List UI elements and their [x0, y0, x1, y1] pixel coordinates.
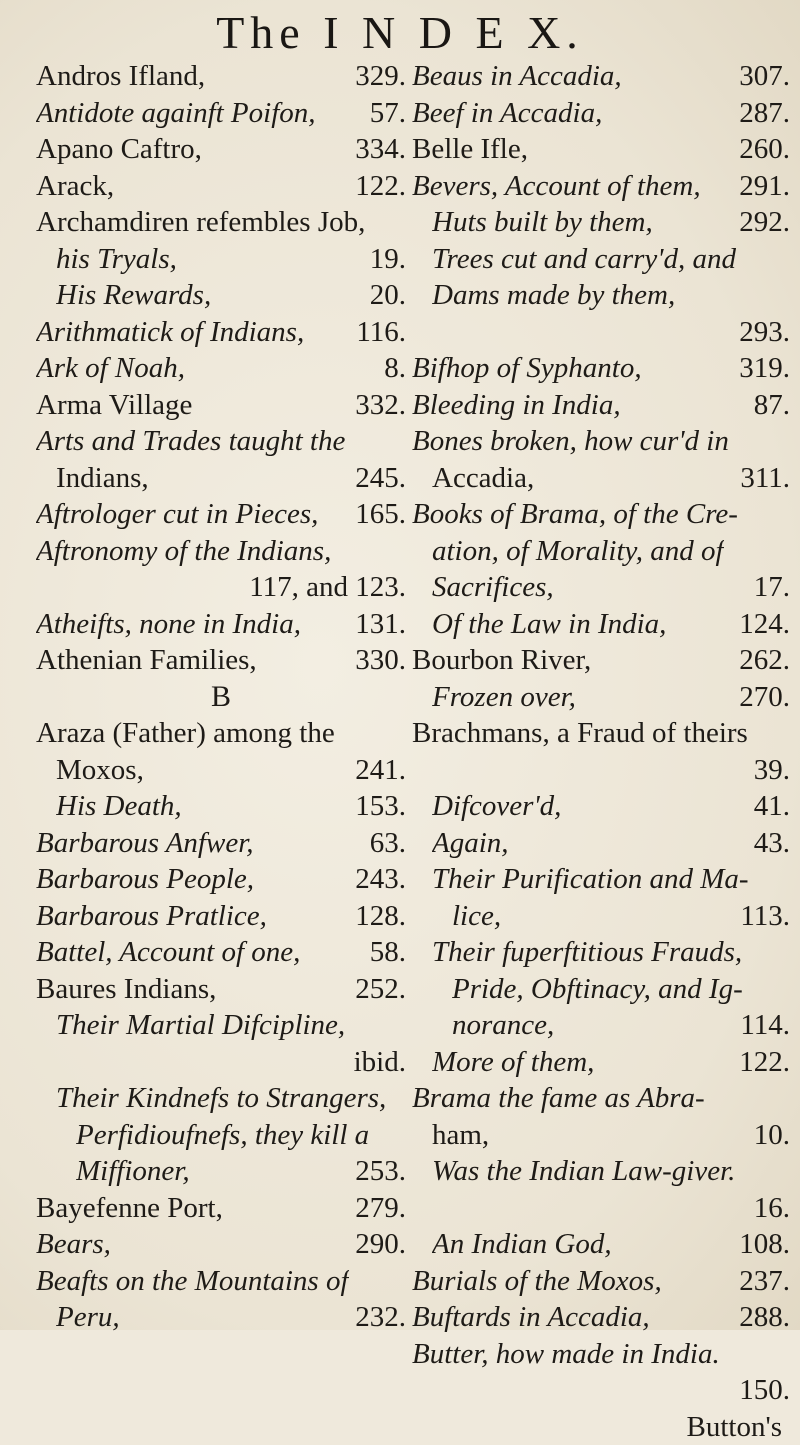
- page-number: 122.: [347, 168, 406, 205]
- entry-text: Aftrologer cut in Pieces,: [36, 496, 318, 533]
- page-number: 39.: [746, 752, 790, 789]
- page-number: 58.: [362, 934, 406, 971]
- entry-text: An Indian God,: [432, 1226, 612, 1263]
- index-entry: [412, 934, 790, 971]
- index-entry: [36, 971, 406, 1008]
- index-entry: [36, 934, 406, 971]
- section-letter: B: [36, 679, 406, 716]
- left-column: [36, 58, 406, 1336]
- entry-text: Bevers, Account of them,: [412, 168, 701, 205]
- index-entry: [412, 715, 790, 752]
- index-entry: [36, 314, 406, 351]
- index-entry: [36, 642, 406, 679]
- page-number: 114.: [732, 1007, 790, 1044]
- index-entry: [412, 1409, 790, 1445]
- page-number: 311.: [732, 460, 790, 497]
- entry-text: Perfidioufnefs, they kill a: [76, 1117, 369, 1154]
- entry-text: Their fuperftitious Frauds,: [432, 934, 742, 971]
- page-number: 113.: [732, 898, 790, 935]
- index-entry: [36, 387, 406, 424]
- entry-text: Of the Law in India,: [432, 606, 666, 643]
- page-number: 8.: [376, 350, 406, 387]
- index-entry: [412, 642, 790, 679]
- entry-text: His Rewards,: [56, 277, 211, 314]
- index-entry: [412, 350, 790, 387]
- entry-text: Their Purification and Ma-: [432, 861, 749, 898]
- entry-text: Barbarous People,: [36, 861, 254, 898]
- page-header: The I N D E X.: [0, 6, 800, 59]
- entry-text: Huts built by them,: [432, 204, 653, 241]
- page-number: 87.: [746, 387, 790, 424]
- index-entry: [412, 1190, 790, 1227]
- entry-text: Accadia,: [432, 460, 534, 497]
- page-number: 243.: [347, 861, 406, 898]
- entry-text: Beef in Accadia,: [412, 95, 602, 132]
- page-number: 237.: [731, 1263, 790, 1300]
- page-number: 290.: [347, 1226, 406, 1263]
- index-entry: [412, 898, 790, 935]
- page-number: 329.: [347, 58, 406, 95]
- entry-text: Belle Ifle,: [412, 131, 528, 168]
- page-number: 291.: [731, 168, 790, 205]
- index-entry: [412, 569, 790, 606]
- entry-text: Arack,: [36, 168, 114, 205]
- entry-text: Their Martial Difcipline,: [56, 1007, 345, 1044]
- entry-text: Arithmatick of Indians,: [36, 314, 304, 351]
- entry-text: Bourbon River,: [412, 642, 591, 679]
- index-entry: [412, 423, 790, 460]
- page-number: 43.: [746, 825, 790, 862]
- index-entry: [412, 1044, 790, 1081]
- index-entry: [36, 861, 406, 898]
- index-entry: [412, 1299, 790, 1336]
- entry-text: Antidote againft Poifon,: [36, 95, 316, 132]
- index-entry: [36, 131, 406, 168]
- entry-text: Battel, Account of one,: [36, 934, 300, 971]
- index-entry: [36, 95, 406, 132]
- index-entry: [412, 1117, 790, 1154]
- index-entry: [412, 131, 790, 168]
- entry-text: Ark of Noah,: [36, 350, 185, 387]
- page-number: 253.: [347, 1153, 406, 1190]
- page-number: 122.: [731, 1044, 790, 1081]
- index-entry: [412, 971, 790, 1008]
- index-entry: [36, 606, 406, 643]
- entry-text: Difcover'd,: [432, 788, 561, 825]
- page-number: 63.: [362, 825, 406, 862]
- index-entry: [412, 204, 790, 241]
- entry-text: Bifhop of Syphanto,: [412, 350, 642, 387]
- index-entry: [36, 1117, 406, 1154]
- index-entry: [412, 825, 790, 862]
- page-number: 262.: [731, 642, 790, 679]
- page-number: 252.: [347, 971, 406, 1008]
- page-number: 330.: [347, 642, 406, 679]
- index-entry: [36, 752, 406, 789]
- index-entry: [412, 1226, 790, 1263]
- index-entry: [412, 496, 790, 533]
- index-entry: [36, 1044, 406, 1081]
- page-number: 19.: [362, 241, 406, 278]
- entry-text: Athenian Families,: [36, 642, 257, 679]
- index-entry: [36, 496, 406, 533]
- entry-text: Atheifts, none in India,: [36, 606, 301, 643]
- page-number: 20.: [362, 277, 406, 314]
- entry-text: norance,: [452, 1007, 554, 1044]
- page-number: 131.: [347, 606, 406, 643]
- index-entry: [412, 788, 790, 825]
- entry-text: Andros Ifland,: [36, 58, 205, 95]
- index-entry: [36, 58, 406, 95]
- entry-text: Arma Village: [36, 387, 192, 424]
- entry-text: Araza (Father) among the: [36, 715, 335, 752]
- index-entry: [36, 533, 406, 570]
- index-entry: [36, 788, 406, 825]
- page-number: 245.: [347, 460, 406, 497]
- index-entry: [412, 277, 790, 314]
- page-number: 241.: [347, 752, 406, 789]
- right-column: [412, 58, 790, 1445]
- page-number: 153.: [347, 788, 406, 825]
- index-entry: [36, 715, 406, 752]
- index-entry: [36, 204, 406, 241]
- index-entry: [412, 1372, 790, 1409]
- entry-text: Was the Indian Law-giver.: [432, 1153, 735, 1190]
- page-number: 116.: [348, 314, 406, 351]
- page-number: 287.: [731, 95, 790, 132]
- index-entry: [412, 533, 790, 570]
- entry-text: Their Kindnefs to Strangers,: [56, 1080, 386, 1117]
- entry-text: Apano Caftro,: [36, 131, 202, 168]
- index-entry: [412, 314, 790, 351]
- page-number: 293.: [731, 314, 790, 351]
- index-entry: [36, 569, 406, 606]
- page-number: 165.: [347, 496, 406, 533]
- index-entry: [36, 241, 406, 278]
- entry-text: Again,: [432, 825, 509, 862]
- index-entry: [36, 825, 406, 862]
- entry-text: Burials of the Moxos,: [412, 1263, 662, 1300]
- entry-text: Archamdiren refembles Job,: [36, 204, 365, 241]
- page-number: 279.: [347, 1190, 406, 1227]
- page-number: 307.: [731, 58, 790, 95]
- entry-text: Peru,: [56, 1299, 120, 1336]
- page-number: 150.: [731, 1372, 790, 1409]
- entry-text: ation, of Morality, and of: [432, 533, 724, 570]
- entry-text: Button's: [687, 1409, 782, 1445]
- entry-text: Moxos,: [56, 752, 144, 789]
- index-entry: [36, 1190, 406, 1227]
- page-number: 292.: [731, 204, 790, 241]
- index-entry: [412, 1153, 790, 1190]
- index-entry: [412, 1007, 790, 1044]
- index-entry: [36, 460, 406, 497]
- entry-text: Barbarous Anfwer,: [36, 825, 254, 862]
- entry-text: ham,: [432, 1117, 489, 1154]
- index-entry: [412, 168, 790, 205]
- index-entry: [36, 423, 406, 460]
- page-number: ibid.: [346, 1044, 406, 1081]
- index-entry: [36, 1007, 406, 1044]
- entry-text: More of them,: [432, 1044, 594, 1081]
- entry-text: Dams made by them,: [432, 277, 675, 314]
- index-entry: [36, 1080, 406, 1117]
- entry-text: Miffioner,: [76, 1153, 190, 1190]
- page-number: 260.: [731, 131, 790, 168]
- page-number: 16.: [746, 1190, 790, 1227]
- index-entry: [412, 387, 790, 424]
- page-number: 117, and 123.: [241, 569, 406, 606]
- entry-text: Brachmans, a Fraud of theirs: [412, 715, 748, 752]
- page-number: 41.: [746, 788, 790, 825]
- index-entry: [412, 1336, 790, 1373]
- entry-text: Barbarous Pratlice,: [36, 898, 267, 935]
- index-entry: [412, 1080, 790, 1117]
- entry-text: Aftronomy of the Indians,: [36, 533, 331, 570]
- index-entry: [412, 752, 790, 789]
- index-entry: [412, 95, 790, 132]
- page-number: 232.: [347, 1299, 406, 1336]
- page-number: 17.: [746, 569, 790, 606]
- entry-text: Books of Brama, of the Cre-: [412, 496, 738, 533]
- entry-text: Bleeding in India,: [412, 387, 621, 424]
- entry-text: Bayefenne Port,: [36, 1190, 223, 1227]
- index-entry: [36, 1263, 406, 1300]
- entry-text: Bones broken, how cur'd in: [412, 423, 729, 460]
- index-entry: [36, 168, 406, 205]
- entry-text: Indians,: [56, 460, 149, 497]
- page-number: 332.: [347, 387, 406, 424]
- entry-text: Sacrifices,: [432, 569, 554, 606]
- entry-text: Butter, how made in India.: [412, 1336, 720, 1373]
- page-number: 124.: [731, 606, 790, 643]
- index-entry: [36, 1226, 406, 1263]
- page-number: 128.: [347, 898, 406, 935]
- entry-text: Trees cut and carry'd, and: [432, 241, 736, 278]
- page-number: 319.: [731, 350, 790, 387]
- page-number: 334.: [347, 131, 406, 168]
- entry-text: Arts and Trades taught the: [36, 423, 345, 460]
- index-entry: [412, 460, 790, 497]
- entry-text: Baures Indians,: [36, 971, 216, 1008]
- index-entry: [36, 350, 406, 387]
- entry-text: Bears,: [36, 1226, 111, 1263]
- entry-text: Frozen over,: [432, 679, 576, 716]
- entry-text: Beafts on the Mountains of: [36, 1263, 349, 1300]
- index-entry: [412, 241, 790, 278]
- entry-text: his Tryals,: [56, 241, 177, 278]
- page-number: 288.: [731, 1299, 790, 1336]
- entry-text: Beaus in Accadia,: [412, 58, 622, 95]
- index-entry: [36, 1153, 406, 1190]
- entry-text: His Death,: [56, 788, 182, 825]
- page-number: 270.: [731, 679, 790, 716]
- index-entry: [36, 898, 406, 935]
- page-number: 108.: [731, 1226, 790, 1263]
- entry-text: lice,: [452, 898, 501, 935]
- index-entry: [412, 861, 790, 898]
- index-entry: [412, 1263, 790, 1300]
- entry-text: Brama the fame as Abra-: [412, 1080, 705, 1117]
- index-entry: [36, 1299, 406, 1336]
- page-number: 57.: [362, 95, 406, 132]
- index-entry: [412, 679, 790, 716]
- index-entry: [412, 606, 790, 643]
- entry-text: Buftards in Accadia,: [412, 1299, 650, 1336]
- page-number: 10.: [746, 1117, 790, 1154]
- entry-text: Pride, Obftinacy, and Ig-: [452, 971, 743, 1008]
- index-entry: [36, 277, 406, 314]
- index-entry: [412, 58, 790, 95]
